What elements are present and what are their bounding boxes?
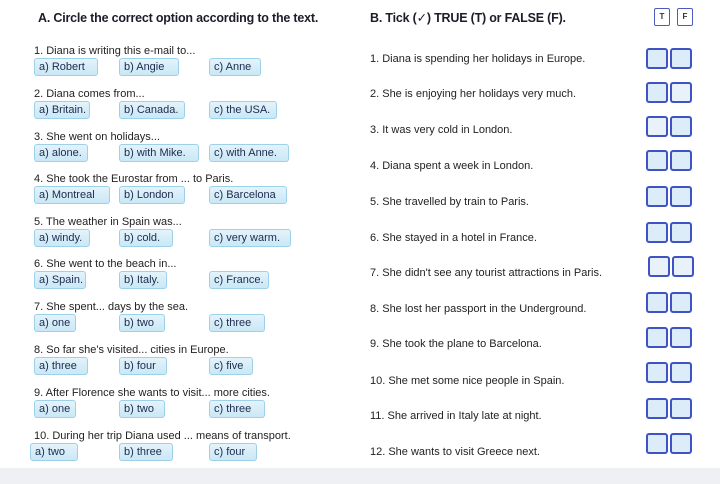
statement-12: 12. She wants to visit Greece next. <box>370 446 540 458</box>
question-text: 10. During her trip Diana used ... means of transport. <box>34 430 291 442</box>
option-c[interactable]: c) with Anne. <box>209 144 289 162</box>
statement-5: 5. She travelled by train to Paris. <box>370 196 529 208</box>
true-checkbox-10[interactable] <box>646 362 668 383</box>
statement-6: 6. She stayed in a hotel in France. <box>370 232 537 244</box>
true-checkbox-11[interactable] <box>646 398 668 419</box>
question-text: 1. Diana is writing this e-mail to... <box>34 45 196 57</box>
option-a[interactable]: a) one <box>34 314 76 332</box>
true-checkbox-5[interactable] <box>646 186 668 207</box>
question-text: 5. The weather in Spain was... <box>34 216 182 228</box>
option-c[interactable]: c) Barcelona <box>209 186 287 204</box>
option-a[interactable]: a) two <box>30 443 78 461</box>
option-b[interactable]: b) three <box>119 443 173 461</box>
statement-8: 8. She lost her passport in the Underground. <box>370 303 587 315</box>
option-a[interactable]: a) Montreal <box>34 186 110 204</box>
question-text: 6. She went to the beach in... <box>34 258 177 270</box>
option-b[interactable]: b) Angie <box>119 58 179 76</box>
question-text: 3. She went on holidays... <box>34 131 160 143</box>
true-checkbox-3[interactable] <box>646 116 668 137</box>
question-2 <box>34 88 354 120</box>
question-text: 8. So far she's visited... cities in Europe. <box>34 344 229 356</box>
false-column-header: F <box>677 8 693 26</box>
option-b[interactable]: b) four <box>119 357 167 375</box>
option-a[interactable]: a) windy. <box>34 229 90 247</box>
option-a[interactable]: a) Britain. <box>34 101 90 119</box>
option-b[interactable]: b) London <box>119 186 185 204</box>
option-a[interactable]: a) Spain. <box>34 271 86 289</box>
section-a-title: A. Circle the correct option according to the text. <box>38 11 319 25</box>
false-checkbox-8[interactable] <box>670 292 692 313</box>
option-b[interactable]: b) Canada. <box>119 101 185 119</box>
question-text: 7. She spent... days by the sea. <box>34 301 189 313</box>
false-checkbox-5[interactable] <box>670 186 692 207</box>
option-a[interactable]: a) one <box>34 400 76 418</box>
question-text: 2. Diana comes from... <box>34 88 145 100</box>
false-checkbox-11[interactable] <box>670 398 692 419</box>
option-a[interactable]: a) Robert <box>34 58 98 76</box>
option-b[interactable]: b) cold. <box>119 229 173 247</box>
question-10 <box>34 430 354 462</box>
option-b[interactable]: b) two <box>119 314 165 332</box>
true-checkbox-4[interactable] <box>646 150 668 171</box>
option-c[interactable]: c) five <box>209 357 253 375</box>
question-1 <box>34 45 354 77</box>
question-6 <box>34 258 354 290</box>
true-checkbox-12[interactable] <box>646 433 668 454</box>
option-c[interactable]: c) France. <box>209 271 269 289</box>
question-5 <box>34 216 354 248</box>
statement-10: 10. She met some nice people in Spain. <box>370 375 565 387</box>
true-column-header: T <box>654 8 670 26</box>
false-checkbox-1[interactable] <box>670 48 692 69</box>
option-a[interactable]: a) three <box>34 357 88 375</box>
statement-7: 7. She didn't see any tourist attractions in Paris. <box>370 267 602 279</box>
footer-band <box>0 468 720 484</box>
option-a[interactable]: a) alone. <box>34 144 88 162</box>
false-checkbox-6[interactable] <box>670 222 692 243</box>
false-checkbox-4[interactable] <box>670 150 692 171</box>
question-4 <box>34 173 354 205</box>
statement-3: 3. It was very cold in London. <box>370 124 513 136</box>
statement-11: 11. She arrived in Italy late at night. <box>370 410 542 422</box>
question-text: 9. After Florence she wants to visit... more cities. <box>34 387 270 399</box>
statement-9: 9. She took the plane to Barcelona. <box>370 338 542 350</box>
true-checkbox-6[interactable] <box>646 222 668 243</box>
option-b[interactable]: b) with Mike. <box>119 144 199 162</box>
question-9 <box>34 387 354 419</box>
true-checkbox-7[interactable] <box>648 256 670 277</box>
question-text: 4. She took the Eurostar from ... to Paris. <box>34 173 234 185</box>
true-checkbox-9[interactable] <box>646 327 668 348</box>
option-c[interactable]: c) three <box>209 314 265 332</box>
statement-4: 4. Diana spent a week in London. <box>370 160 534 172</box>
option-b[interactable]: b) two <box>119 400 165 418</box>
section-b-title: B. Tick (✓) TRUE (T) or FALSE (F). <box>370 11 566 25</box>
false-checkbox-2[interactable] <box>670 82 692 103</box>
option-c[interactable]: c) three <box>209 400 265 418</box>
question-3 <box>34 131 354 163</box>
false-checkbox-7[interactable] <box>672 256 694 277</box>
true-checkbox-8[interactable] <box>646 292 668 313</box>
statement-2: 2. She is enjoying her holidays very much. <box>370 88 577 100</box>
true-checkbox-1[interactable] <box>646 48 668 69</box>
false-checkbox-12[interactable] <box>670 433 692 454</box>
false-checkbox-10[interactable] <box>670 362 692 383</box>
true-checkbox-2[interactable] <box>646 82 668 103</box>
false-checkbox-9[interactable] <box>670 327 692 348</box>
option-b[interactable]: b) Italy. <box>119 271 167 289</box>
statement-1: 1. Diana is spending her holidays in Europe. <box>370 53 586 65</box>
option-c[interactable]: c) Anne <box>209 58 261 76</box>
question-8 <box>34 344 354 376</box>
question-7 <box>34 301 354 333</box>
option-c[interactable]: c) very warm. <box>209 229 291 247</box>
option-c[interactable]: c) four <box>209 443 257 461</box>
section-a <box>34 8 354 28</box>
option-c[interactable]: c) the USA. <box>209 101 277 119</box>
false-checkbox-3[interactable] <box>670 116 692 137</box>
